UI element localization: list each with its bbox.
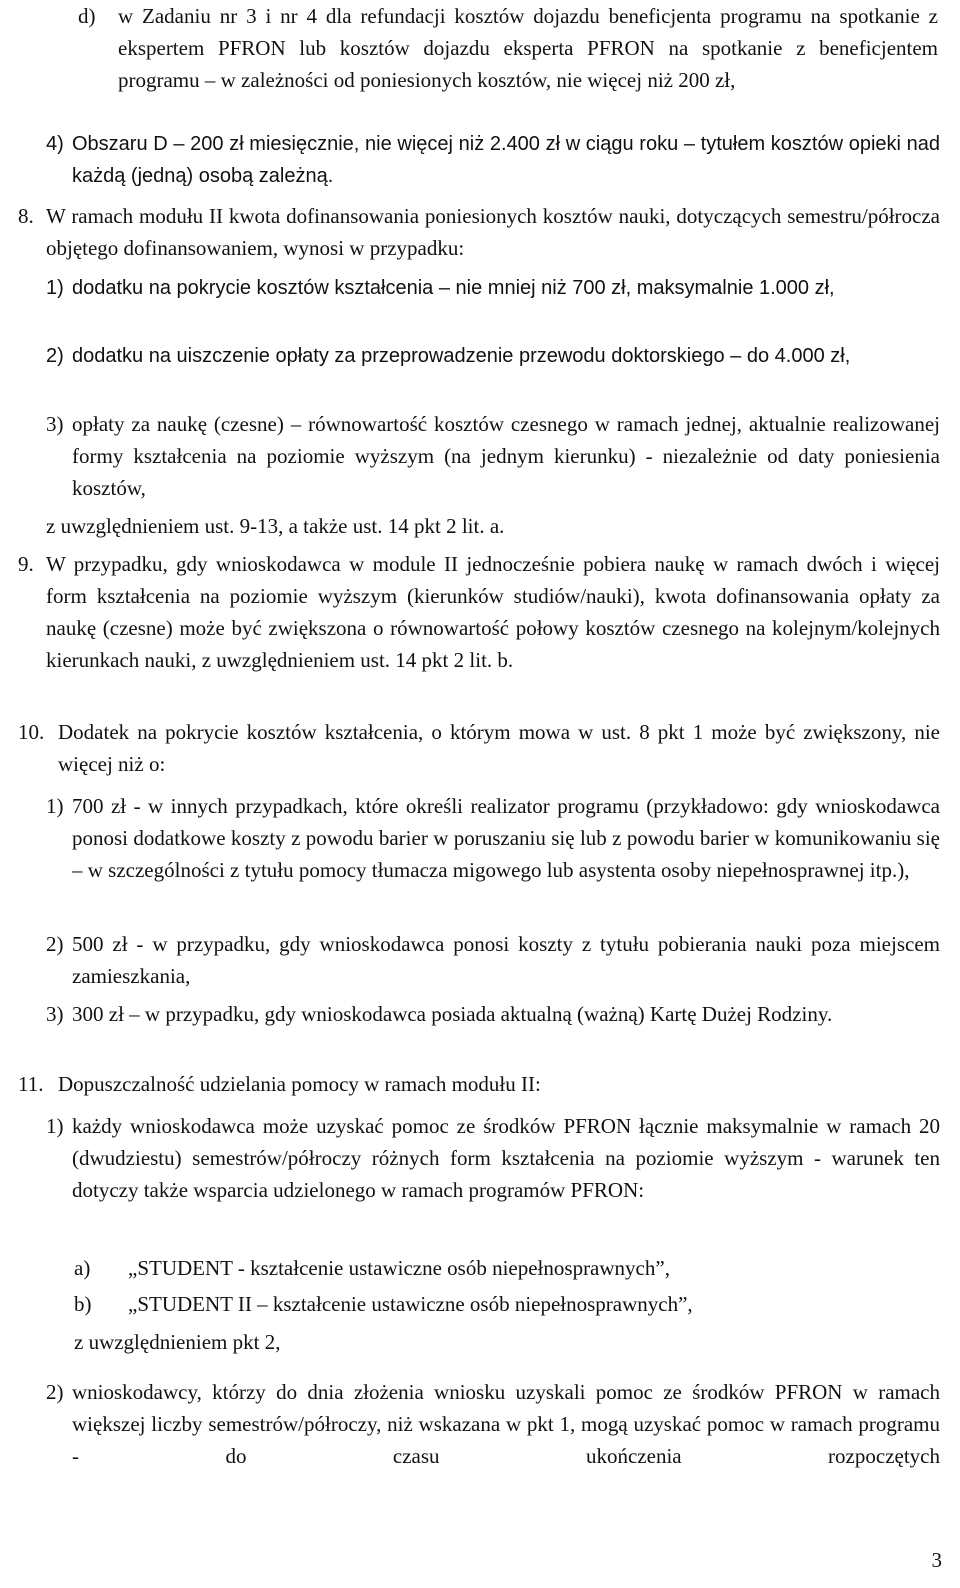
section-text: W przypadku, gdy wnioskodawca w module II jednocześnie pobiera naukę w ramach dwóch i więcej form kształcenia na poziomie wyższym (kierunków studiów/nauki), kwota dofinansowania opłaty za naukę (czesne) może być zwiększona o równowartość połowy kosztów czesnego na kolejnym/kolejnych kierunkach nauki, z uwzględnieniem ust. 14 pkt 2 lit. b. xyxy=(46,552,940,672)
note-text: z uwzględnieniem ust. 9-13, a także ust. 14 pkt 2 lit. a. xyxy=(46,514,505,538)
item-label: 4) xyxy=(46,133,64,155)
item-label: d) xyxy=(78,4,96,28)
item-label: 1) xyxy=(46,277,64,299)
section-paragraph xyxy=(18,548,940,676)
item-text: Obszaru D – 200 zł miesięcznie, nie więcej niż 2.400 zł w ciągu roku – tytułem kosztów opieki nad każdą (jedną) osobą zależną. xyxy=(72,133,940,187)
section-text: Dodatek na pokrycie kosztów kształcenia, o którym mowa w ust. 8 pkt 1 może być zwiększony, nie więcej niż o: xyxy=(58,720,940,776)
section-number: 10. xyxy=(18,720,45,744)
page-number: 3 xyxy=(931,1548,942,1572)
list-item xyxy=(46,1376,940,1472)
item-text: wnioskodawcy, którzy do dnia złożenia wniosku uzyskali pomoc ze środków PFRON w ramach większej liczby semestrów/półroczy, niż wskazana w pkt 1, mogą uzyskać pomoc w ramach programu - do czasu ukończenia rozpoczętych xyxy=(72,1380,940,1468)
list-item xyxy=(46,408,940,504)
paragraph-note xyxy=(46,510,940,542)
section-paragraph xyxy=(18,200,940,264)
list-item xyxy=(78,0,938,96)
section-paragraph xyxy=(18,1068,940,1100)
item-label: b) xyxy=(74,1292,92,1316)
sub-list-item xyxy=(74,1252,940,1284)
item-text: 500 zł - w przypadku, gdy wnioskodawca ponosi koszty z tytułu pobierania nauki poza miejscem zamieszkania, xyxy=(72,932,940,988)
item-text: 300 zł – w przypadku, gdy wnioskodawca posiada aktualną (ważną) Kartę Dużej Rodziny. xyxy=(72,1002,833,1026)
section-paragraph xyxy=(18,716,940,780)
list-item xyxy=(46,790,940,886)
sub-list-item xyxy=(74,1288,940,1320)
item-text: każdy wnioskodawca może uzyskać pomoc ze środków PFRON łącznie maksymalnie w ramach 20 (dwudziestu) semestrów/półroczy różnych form kształcenia na poziomie wyższym - warunek ten dotyczy także wsparcia udzielonego w ramach programów PFRON: xyxy=(72,1114,940,1202)
item-label: 1) xyxy=(46,1114,64,1138)
list-item xyxy=(46,928,940,992)
section-text: W ramach modułu II kwota dofinansowania poniesionych kosztów nauki, dotyczących semestru/półrocza objętego dofinansowaniem, wynosi w przypadku: xyxy=(46,204,940,260)
item-label: 1) xyxy=(46,794,64,818)
item-text: w Zadaniu nr 3 i nr 4 dla refundacji kosztów dojazdu beneficjenta programu na spotkanie z ekspertem PFRON lub kosztów dojazdu eksperta PFRON na spotkanie z beneficjentem programu – w zależności od poniesionych kosztów, nie więcej niż 200 zł, xyxy=(118,4,938,92)
list-item xyxy=(46,998,940,1030)
item-text: dodatku na pokrycie kosztów kształcenia – nie mniej niż 700 zł, maksymalnie 1.000 zł, xyxy=(72,277,835,299)
item-text: opłaty za naukę (czesne) – równowartość kosztów czesnego w ramach jednej, aktualnie realizowanej formy kształcenia na poziomie wyższym (na jednym kierunku) - niezależnie od daty poniesienia kosztów, xyxy=(72,412,940,500)
item-label: 2) xyxy=(46,345,64,367)
section-number: 8. xyxy=(18,204,34,228)
list-item xyxy=(46,340,940,372)
note-text: z uwzględnieniem pkt 2, xyxy=(74,1330,281,1354)
item-text: dodatku na uiszczenie opłaty za przeprowadzenie przewodu doktorskiego – do 4.000 zł, xyxy=(72,345,851,367)
item-label: a) xyxy=(74,1256,91,1280)
item-text: 700 zł - w innych przypadkach, które określi realizator programu (przykładowo: gdy wnioskodawca ponosi dodatkowe koszty z powodu barier w poruszaniu się lub z powodu barier w komunikowaniu się – w szczególności z tytułu pomocy tłumacza migowego lub asystenta osoby niepełnosprawnej itp.), xyxy=(72,794,940,882)
section-text: Dopuszczalność udzielania pomocy w ramach modułu II: xyxy=(58,1072,541,1096)
item-label: 3) xyxy=(46,1002,64,1026)
paragraph-note xyxy=(74,1326,940,1358)
item-label: 3) xyxy=(46,412,64,436)
item-text: „STUDENT II – kształcenie ustawiczne osób niepełnosprawnych”, xyxy=(128,1292,693,1316)
item-text: „STUDENT - kształcenie ustawiczne osób niepełnosprawnych”, xyxy=(128,1256,670,1280)
item-label: 2) xyxy=(46,932,64,956)
item-label: 2) xyxy=(46,1380,64,1404)
section-number: 11. xyxy=(18,1072,44,1096)
list-item xyxy=(46,128,940,192)
section-number: 9. xyxy=(18,552,34,576)
list-item xyxy=(46,1110,940,1206)
list-item xyxy=(46,272,940,304)
